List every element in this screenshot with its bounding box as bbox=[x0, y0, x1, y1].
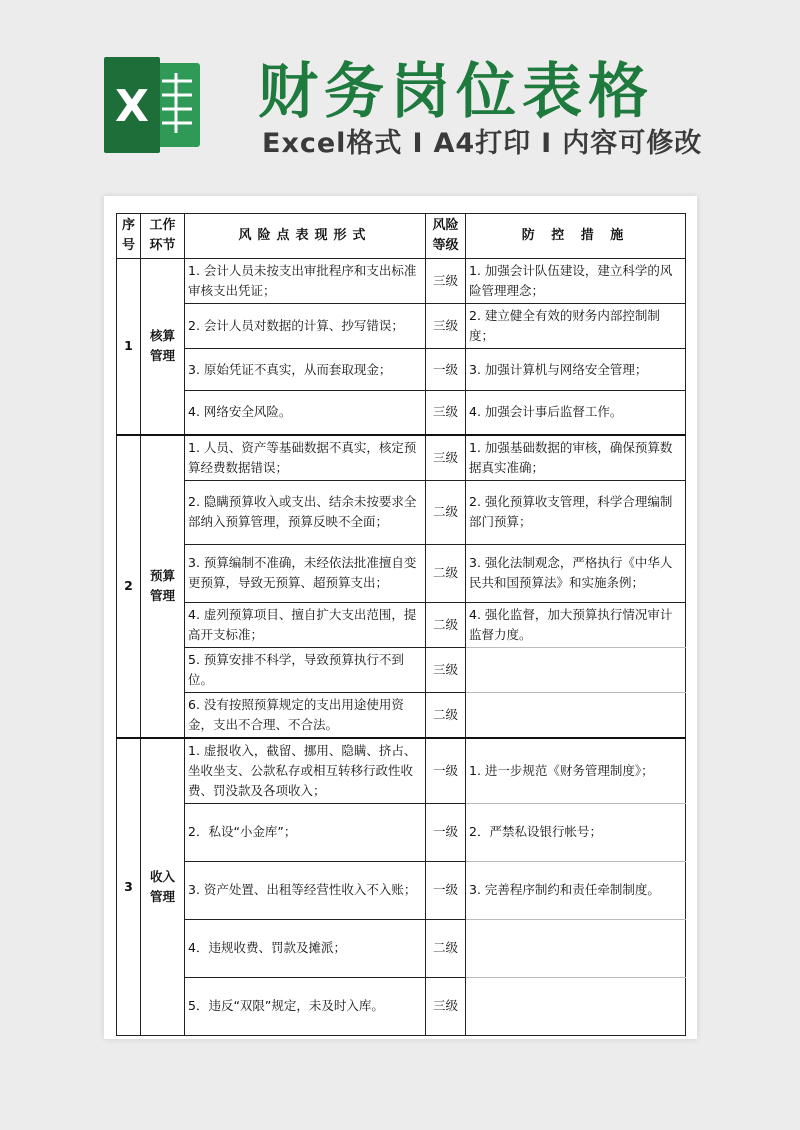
risk-text: 1. 人员、资产等基础数据不真实，核定预算经费数据错误； bbox=[185, 435, 426, 481]
section-stage: 收入管理 bbox=[141, 738, 185, 1036]
table-row bbox=[117, 919, 686, 977]
measure-text: 1. 加强会计队伍建设，建立科学的风险管理理念； bbox=[466, 259, 686, 304]
subtitle bbox=[262, 124, 702, 164]
table-row bbox=[117, 803, 686, 861]
table-row bbox=[117, 647, 686, 692]
risk-text: 1. 会计人员未按支出审批程序和支出标准审核支出凭证； bbox=[185, 259, 426, 304]
section-no: 1 bbox=[117, 259, 141, 435]
risk-text: 4．违规收费、罚款及摊派； bbox=[185, 919, 426, 977]
risk-text: 2. 隐瞒预算收入或支出、结余未按要求全部纳入预算管理，预算反映不全面； bbox=[185, 480, 426, 544]
subtitle-editable: 内容可修改 bbox=[562, 128, 703, 159]
table-row bbox=[117, 480, 686, 544]
risk-level: 一级 bbox=[426, 861, 466, 919]
subtitle-print: A4打印 bbox=[433, 128, 532, 159]
risk-text: 3. 预算编制不准确，未经依法批准擅自变更预算，导致无预算、超预算支出； bbox=[185, 544, 426, 602]
measure-empty bbox=[466, 919, 686, 977]
measure-empty bbox=[466, 647, 686, 692]
risk-level: 三级 bbox=[426, 304, 466, 349]
table-row bbox=[117, 738, 686, 804]
risk-text: 5．违反“双限”规定，未及时入库。 bbox=[185, 977, 426, 1035]
table-row bbox=[117, 259, 686, 304]
risk-text: 4. 网络安全风险。 bbox=[185, 391, 426, 435]
section-no: 2 bbox=[117, 435, 141, 738]
col-header-no: 序号 bbox=[117, 214, 141, 259]
measure-text: 2. 强化预算收支管理，科学合理编制部门预算； bbox=[466, 480, 686, 544]
section-no: 3 bbox=[117, 738, 141, 1036]
table-row bbox=[117, 977, 686, 1035]
risk-level: 二级 bbox=[426, 602, 466, 647]
risk-level: 三级 bbox=[426, 259, 466, 304]
table-row bbox=[117, 861, 686, 919]
measure-text: 1. 进一步规范《财务管理制度》； bbox=[466, 738, 686, 804]
excel-logo-icon bbox=[104, 57, 204, 153]
table-row bbox=[117, 349, 686, 391]
measure-text: 3. 强化法制观念，严格执行《中华人民共和国预算法》和实施条例； bbox=[466, 544, 686, 602]
risk-level: 二级 bbox=[426, 544, 466, 602]
col-header-level: 风险等级 bbox=[426, 214, 466, 259]
measure-text: 1. 加强基础数据的审核，确保预算数据真实准确； bbox=[466, 435, 686, 481]
table-row bbox=[117, 435, 686, 481]
col-header-stage: 工作环节 bbox=[141, 214, 185, 259]
measure-text: 4. 加强会计事后监督工作。 bbox=[466, 391, 686, 435]
risk-text: 2. 会计人员对数据的计算、抄写错误； bbox=[185, 304, 426, 349]
risk-text: 6. 没有按照预算规定的支出用途使用资金，支出不合理、不合法。 bbox=[185, 692, 426, 738]
measure-text: 2．严禁私设银行帐号； bbox=[466, 803, 686, 861]
header bbox=[0, 0, 800, 190]
risk-text: 4. 虚列预算项目、擅自扩大支出范围，提高开支标准； bbox=[185, 602, 426, 647]
subtitle-separator: I bbox=[541, 128, 553, 159]
risk-text: 2．私设“小金库”； bbox=[185, 803, 426, 861]
measure-text: 3. 完善程序制约和责任牵制制度。 bbox=[466, 861, 686, 919]
risk-level: 三级 bbox=[426, 647, 466, 692]
measure-empty bbox=[466, 977, 686, 1035]
risk-level: 一级 bbox=[426, 349, 466, 391]
risk-table bbox=[116, 213, 686, 1036]
risk-text: 1. 虚报收入，截留、挪用、隐瞒、挤占、坐收坐支、公款私存或相互转移行政性收费、罚没款及各项收入； bbox=[185, 738, 426, 804]
risk-text: 3. 资产处置、出租等经营性收入不入账； bbox=[185, 861, 426, 919]
table-header-row bbox=[117, 214, 686, 259]
logo-letter: X bbox=[115, 81, 149, 132]
risk-level: 一级 bbox=[426, 803, 466, 861]
measure-text: 4. 强化监督，加大预算执行情况审计监督力度。 bbox=[466, 602, 686, 647]
section-stage: 核算管理 bbox=[141, 259, 185, 435]
risk-level: 三级 bbox=[426, 977, 466, 1035]
risk-level: 二级 bbox=[426, 692, 466, 738]
risk-level: 三级 bbox=[426, 435, 466, 481]
document-page bbox=[104, 196, 697, 1039]
col-header-measures: 防 控 措 施 bbox=[466, 214, 686, 259]
risk-level: 二级 bbox=[426, 480, 466, 544]
measure-text: 3. 加强计算机与网络安全管理； bbox=[466, 349, 686, 391]
table-row bbox=[117, 304, 686, 349]
risk-level: 三级 bbox=[426, 391, 466, 435]
risk-text: 5. 预算安排不科学，导致预算执行不到位。 bbox=[185, 647, 426, 692]
col-header-risk: 风险点表现形式 bbox=[185, 214, 426, 259]
subtitle-separator: I bbox=[412, 128, 424, 159]
table-row bbox=[117, 692, 686, 738]
table-row bbox=[117, 544, 686, 602]
subtitle-format: Excel格式 bbox=[262, 128, 403, 159]
risk-level: 一级 bbox=[426, 738, 466, 804]
risk-text: 3. 原始凭证不真实，从而套取现金； bbox=[185, 349, 426, 391]
measure-empty bbox=[466, 692, 686, 738]
table-row bbox=[117, 391, 686, 435]
page-title: 财务岗位表格 bbox=[258, 57, 654, 127]
section-stage: 预算管理 bbox=[141, 435, 185, 738]
measure-text: 2. 建立健全有效的财务内部控制制度； bbox=[466, 304, 686, 349]
table-row bbox=[117, 602, 686, 647]
risk-level: 二级 bbox=[426, 919, 466, 977]
